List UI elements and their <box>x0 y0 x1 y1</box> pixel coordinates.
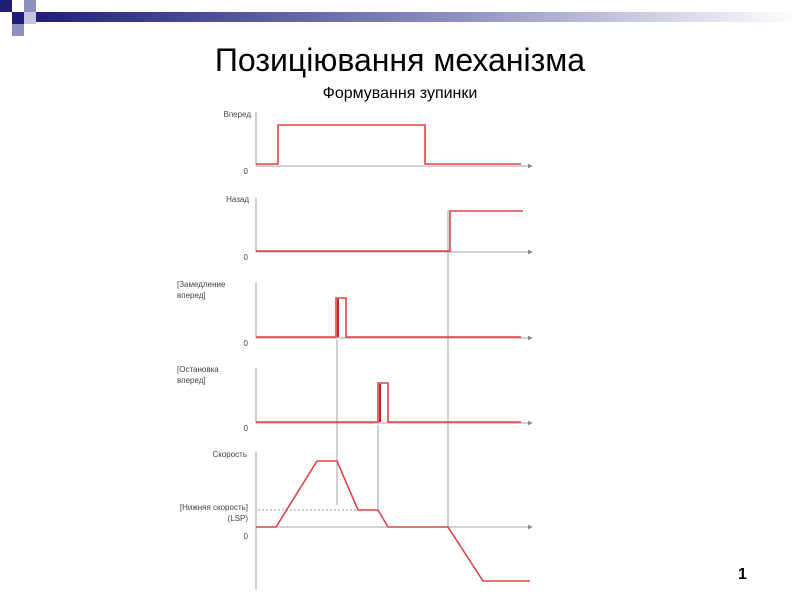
reverse-waveform <box>256 211 523 251</box>
slowdown-zero-label: 0 <box>243 339 248 348</box>
speed-waveform <box>256 461 530 581</box>
reverse-label: Назад <box>226 195 249 204</box>
slowdown-waveform <box>256 298 521 337</box>
forward-waveform <box>256 125 521 164</box>
signal-forward <box>223 110 532 176</box>
signal-reverse <box>226 195 532 262</box>
speed-label: Скорость <box>212 450 247 459</box>
slowdown-label-line1: [Замедление <box>177 280 226 289</box>
slide-subtitle: Формування зупинки <box>322 85 478 102</box>
stop-label-line1: [Остановка <box>177 365 219 374</box>
lsp-label-line1: [Нижняя скорость] <box>179 503 248 512</box>
forward-zero-label: 0 <box>243 167 248 176</box>
stop-zero-label: 0 <box>243 424 248 433</box>
guide-lines <box>258 210 448 528</box>
forward-label: Вперед <box>223 110 251 119</box>
stop-label-line2: вперед] <box>177 376 206 385</box>
stop-waveform <box>256 383 521 422</box>
reverse-zero-label: 0 <box>243 253 248 262</box>
slide-title: Позиціювання механізма <box>214 42 586 78</box>
signal-speed <box>180 450 532 590</box>
slowdown-label-line2: вперед] <box>177 291 206 300</box>
speed-zero-label: 0 <box>243 532 248 541</box>
lsp-label-line2: (LSP) <box>227 514 248 523</box>
signal-stop <box>177 365 532 433</box>
signal-slowdown <box>177 280 532 348</box>
page-number: 1 <box>738 566 747 583</box>
